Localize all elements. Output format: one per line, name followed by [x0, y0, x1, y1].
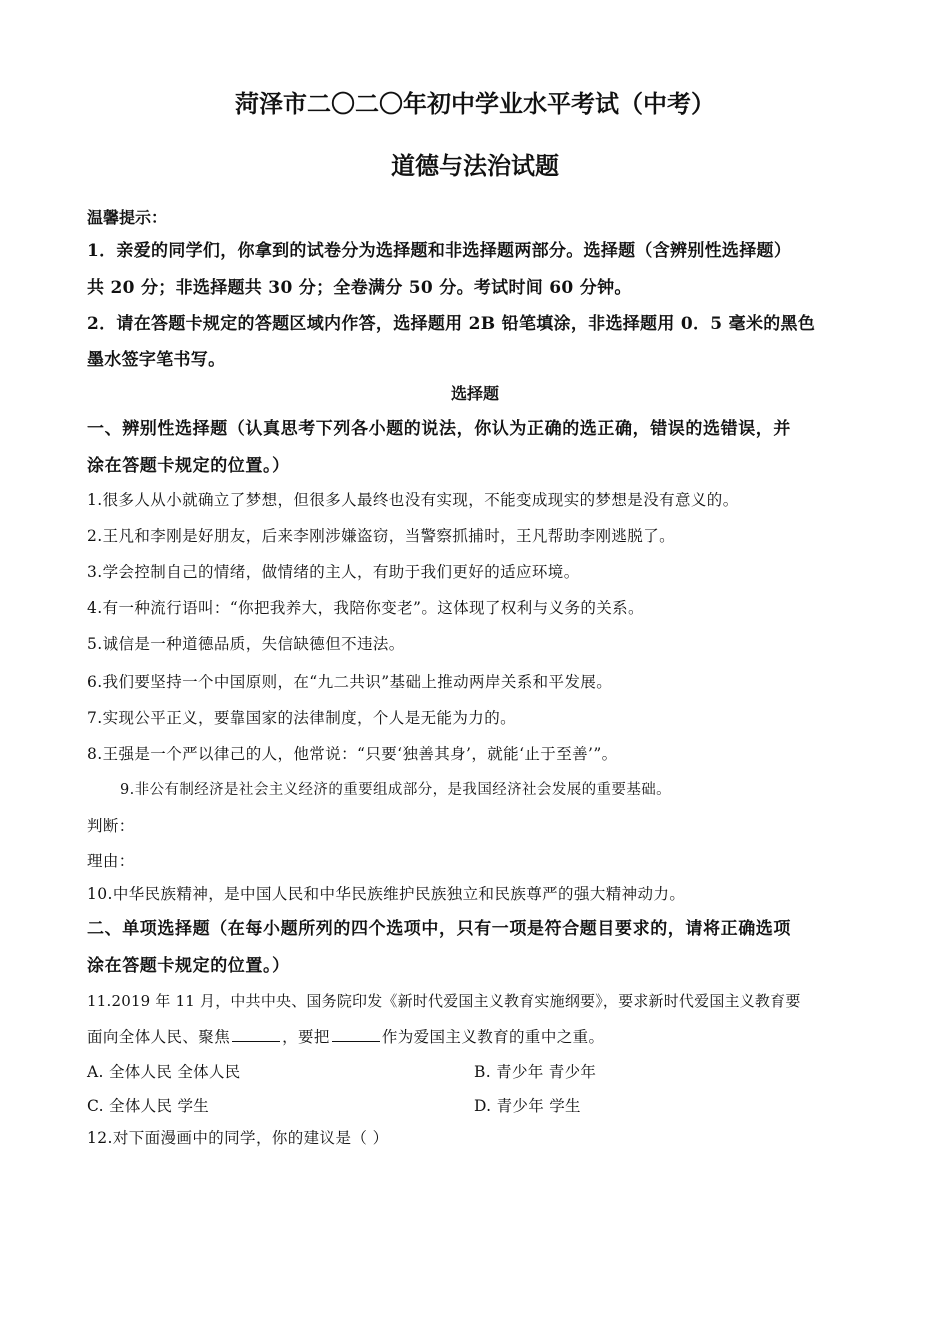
notice-p1-line1: 1．亲爱的同学们，你拿到的试卷分为选择题和非选择题两部分。选择题（含辨别性选择题） — [87, 241, 792, 261]
question-8: 8.王强是一个严以律己的人，他常说：“只要‘独善其身’，就能‘止于至善’”。 — [87, 745, 618, 763]
question-6: 6.我们要坚持一个中国原则，在“九二共识”基础上推动两岸关系和平发展。 — [87, 673, 613, 691]
notice-heading: 温馨提示： — [87, 208, 168, 227]
option-b: B. 青少年 青少年 — [474, 1063, 597, 1081]
answer-blank-1 — [232, 1027, 280, 1042]
judge-label: 判断： — [87, 817, 135, 835]
notice-p2-line1: 2．请在答题卡规定的答题区域内作答，选择题用 2B 铅笔填涂，非选择题用 0．5 毫米的黑色 — [87, 314, 816, 334]
answer-blank-2 — [332, 1027, 380, 1042]
question-11-line1: 11.2019 年 11 月，中共中央、国务院印发《新时代爱国主义教育实施纲要》，要求新时代爱国主义教育要 — [87, 992, 801, 1010]
question-2: 2.王凡和李刚是好朋友，后来李刚涉嫌盗窃，当警察抓捕时，王凡帮助李刚逃脱了。 — [87, 527, 675, 545]
question-10: 10.中华民族精神，是中国人民和中华民族维护民族独立和民族尊严的强大精神动力。 — [87, 885, 686, 903]
option-c: C. 全体人民 学生 — [87, 1097, 210, 1115]
question-11-text-b: ，要把 — [282, 1028, 330, 1046]
section2-heading-line2: 涂在答题卡规定的位置。） — [87, 956, 290, 976]
question-11-line2 — [87, 1026, 604, 1048]
reason-label: 理由： — [87, 852, 135, 870]
exam-title: 菏泽市二〇二〇年初中学业水平考试（中考） — [235, 89, 715, 118]
notice-p2-line2: 墨水签字笔书写。 — [87, 350, 226, 370]
question-9: 9.非公有制经济是社会主义经济的重要组成部分，是我国经济社会发展的重要基础。 — [120, 782, 672, 798]
question-5: 5.诚信是一种道德品质，失信缺德但不违法。 — [87, 635, 405, 653]
option-a: A. 全体人民 全体人民 — [87, 1063, 241, 1081]
question-11-text-a: 面向全体人民、聚焦 — [87, 1028, 231, 1046]
section2-heading-line1: 二、单项选择题（在每小题所列的四个选项中，只有一项是符合题目要求的，请将正确选项 — [87, 919, 791, 939]
question-4: 4.有一种流行语叫：“你把我养大，我陪你变老”。这体现了权利与义务的关系。 — [87, 599, 644, 617]
question-12: 12.对下面漫画中的同学，你的建议是（ ） — [87, 1129, 389, 1147]
question-7: 7.实现公平正义，要靠国家的法律制度，个人是无能为力的。 — [87, 709, 516, 727]
section1-heading-line1: 一、辨别性选择题（认真思考下列各小题的说法，你认为正确的选正确，错误的选错误，并 — [87, 419, 791, 439]
question-11-text-c: 作为爱国主义教育的重中之重。 — [381, 1028, 605, 1046]
part-heading: 选择题 — [450, 384, 499, 403]
question-3: 3.学会控制自己的情绪，做情绪的主人，有助于我们更好的适应环境。 — [87, 563, 580, 581]
section1-heading-line2: 涂在答题卡规定的位置。） — [87, 456, 290, 476]
notice-p1-line2: 共 20 分；非选择题共 30 分；全卷满分 50 分。考试时间 60 分钟。 — [87, 278, 632, 298]
exam-subtitle: 道德与法治试题 — [391, 151, 559, 180]
question-1: 1.很多人从小就确立了梦想，但很多人最终也没有实现，不能变成现实的梦想是没有意义的。 — [87, 491, 739, 509]
option-d: D. 青少年 学生 — [474, 1097, 581, 1115]
